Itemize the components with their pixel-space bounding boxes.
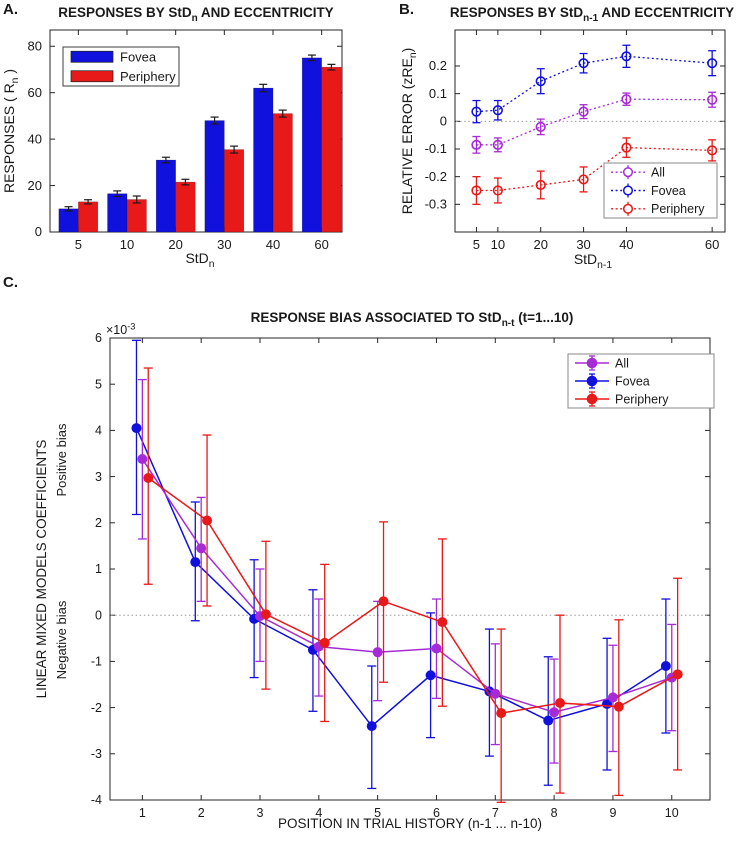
y-tick-label: 0.1 xyxy=(428,85,447,101)
x-tick-label: 1 xyxy=(138,806,146,820)
x-tick-label: 5 xyxy=(74,237,82,252)
x-tick-label: 7 xyxy=(491,806,499,820)
legend-label: All xyxy=(651,165,665,180)
x-axis-label: POSITION IN TRIAL HISTORY (n-1 ... n-10) xyxy=(277,816,543,831)
x-tick-label: 5 xyxy=(374,806,382,820)
y-tick-label: 40 xyxy=(27,131,42,147)
y-tick-label: -4 xyxy=(90,793,102,808)
chart-title: RESPONSES BY StD$_n$ AND ECCENTRICITY xyxy=(58,5,334,25)
legend-label: Fovea xyxy=(615,374,650,389)
panel-a-label: A. xyxy=(3,1,18,18)
legend xyxy=(63,47,179,86)
y-tick-label: 3 xyxy=(95,469,102,484)
y-tick-label: 0 xyxy=(439,113,447,129)
x-tick-label: 2 xyxy=(197,806,205,820)
y-tick-label: 0 xyxy=(34,224,42,240)
y-tick-label: 80 xyxy=(27,38,42,54)
x-tick-label: 20 xyxy=(168,237,183,252)
x-tick-label: 10 xyxy=(490,237,506,252)
panel-b-label: B. xyxy=(399,1,414,18)
y-tick-label: 5 xyxy=(95,377,102,392)
legend-label: Fovea xyxy=(651,183,686,198)
y-axis-label: LINEAR MIXED MODELS COEFFICIENTS xyxy=(34,439,49,699)
legend-label: Periphery xyxy=(615,392,669,407)
legend-label: Periphery xyxy=(651,202,705,217)
panel-c-label: C. xyxy=(3,274,18,291)
panel-a-bar-chart xyxy=(0,0,395,270)
y-tick-label: 4 xyxy=(95,423,102,438)
x-tick-label: 3 xyxy=(256,806,264,820)
chart-title: RESPONSES BY StD$_{n-1}$ AND ECCENTRICITY xyxy=(449,5,735,25)
y-tick-label: 60 xyxy=(27,84,42,100)
x-tick-label: 40 xyxy=(619,237,634,252)
legend xyxy=(568,354,714,408)
y-tick-label: 6 xyxy=(95,331,102,346)
x-tick-label: 10 xyxy=(119,237,135,252)
x-tick-label: 30 xyxy=(576,237,591,252)
legend-label: All xyxy=(615,356,629,371)
legend-label: Fovea xyxy=(120,49,157,65)
legend-label: Periphery xyxy=(120,68,176,84)
x-tick-label: 4 xyxy=(315,806,323,820)
y-tick-label: 1 xyxy=(95,562,102,577)
chart-title: RESPONSE BIAS ASSOCIATED TO StD$_{n-t}$ (t=1...10) xyxy=(250,310,574,330)
x-axis-label: StD$_n$ xyxy=(185,250,215,270)
series-fovea xyxy=(472,45,716,122)
x-tick-label: 60 xyxy=(704,237,720,252)
y-axis-negative-bias-label: Negative bias xyxy=(54,600,69,680)
y-tick-label: -2 xyxy=(90,700,102,715)
x-tick-label: 6 xyxy=(432,806,440,820)
y-axis-label: RELATIVE ERROR (zRE$_n$) xyxy=(399,47,420,215)
y-axis-label: RESPONSES ( $R_n$ ) xyxy=(1,68,22,194)
y-tick-label: 2 xyxy=(95,516,102,530)
x-tick-label: 30 xyxy=(217,237,232,252)
y-tick-label: 0 xyxy=(95,608,102,623)
y-tick-label: -1 xyxy=(90,654,102,669)
y-tick-label: -3 xyxy=(90,747,102,761)
y-tick-label: -0.2 xyxy=(424,168,447,184)
y-tick-label: 0.2 xyxy=(428,58,447,74)
panel-b-line-chart xyxy=(395,0,753,270)
x-tick-label: 10 xyxy=(664,806,679,820)
series-periphery xyxy=(143,368,682,802)
x-tick-label: 5 xyxy=(472,237,481,252)
y-tick-label: -0.1 xyxy=(424,141,447,157)
x-tick-label: 60 xyxy=(314,237,329,252)
series-all xyxy=(472,92,716,153)
y-axis-positive-bias-label: Positive bias xyxy=(54,423,69,497)
x-axis-label: StD$_{n-1}$ xyxy=(573,251,613,270)
y-tick-label: 20 xyxy=(27,177,42,193)
x-tick-label: 8 xyxy=(550,806,558,820)
x-tick-label: 9 xyxy=(609,806,617,820)
axes xyxy=(425,30,725,252)
y-tick-label: -0.3 xyxy=(424,196,447,212)
y-axis-exponent-label: $\times 10^{-3}$ xyxy=(106,321,136,337)
x-tick-label: 20 xyxy=(533,237,548,252)
legend xyxy=(604,163,717,218)
x-tick-label: 40 xyxy=(265,237,281,252)
panel-c-line-chart xyxy=(0,272,753,845)
